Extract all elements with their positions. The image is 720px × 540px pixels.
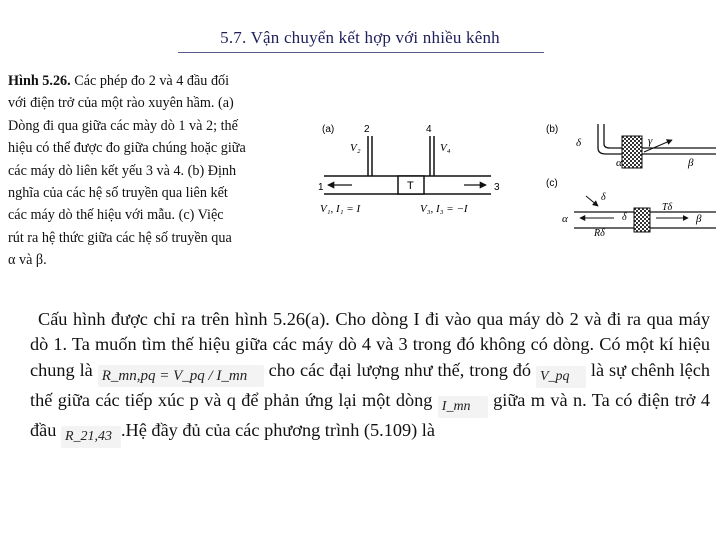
v4-label: V₄ — [440, 142, 451, 154]
symbol-delta: δ — [601, 192, 606, 203]
body-paragraph — [30, 307, 710, 448]
formula-r-21-43 — [61, 426, 121, 448]
caption-line: nghĩa của các hệ số truyền qua liên kết — [8, 185, 228, 202]
formula-i-mn — [438, 396, 488, 418]
page-title: 5.7. Vận chuyển kết hợp với nhiều kênh — [220, 28, 500, 47]
lead-wire — [598, 124, 716, 154]
caption-line: Các phép đo 2 và 4 đầu đối — [74, 73, 230, 89]
body-text-segment: cho các đại lượng như thế, trong đó — [263, 359, 536, 380]
figure-5-26 — [316, 118, 720, 236]
right-terminal-label: V₃, I₃ = −I — [420, 203, 468, 215]
lead-wire — [604, 124, 716, 148]
symbol-delta: δ — [576, 137, 582, 149]
panel-c-label: (c) — [546, 178, 558, 189]
caption-label: Hình 5.26. — [8, 73, 71, 89]
symbol-r-delta: Rδ — [594, 228, 605, 236]
formula-text: R_21,43 — [64, 428, 113, 444]
caption-line: các máy dò liên kết yếu 3 và 4. (b) Định — [8, 162, 237, 179]
barrier-label: T — [407, 180, 414, 192]
caption-line: rút ra hệ thức giữa các hệ số truyền qua — [8, 229, 232, 246]
formula-text: I_mn — [441, 398, 471, 414]
probe-label-4: 4 — [426, 124, 432, 135]
caption-line: với điện trở của một rào xuyên hầm. (a) — [8, 95, 234, 112]
panel-b-label: (b) — [546, 124, 559, 135]
probe-label-1: 1 — [318, 182, 324, 193]
probe-label-3: 3 — [494, 182, 500, 193]
symbol-delta: δ — [622, 212, 627, 223]
panel-a-label: (a) — [322, 124, 335, 135]
symbol-beta: β — [696, 213, 702, 225]
transmission-arrow — [586, 196, 598, 206]
body-text-segment: là sự chênh lệch thế giữa các tiếp xúc p và q để phản ứng lại một dòng — [30, 359, 710, 410]
caption-line: hiệu có thể được đo giữa chúng hoặc giữa — [8, 140, 246, 157]
barrier-hatched — [622, 136, 642, 168]
formula-v-pq — [536, 366, 586, 388]
v2-label: V₂ — [350, 142, 361, 154]
formula-text: V_pq — [539, 368, 570, 384]
caption-line: Dòng đi qua giữa các mày dò 1 và 2; thế — [8, 117, 238, 134]
title-underline — [178, 52, 544, 53]
caption-line: các máy dò thế hiệu với mẫu. (c) Việc — [8, 207, 224, 224]
body-text-segment: Cấu hình được chỉ ra trên hình 5.26(a). Cho dòng I đi vào qua máy dò 2 và đi ra qua máy dò 1. Ta muốn tìm thế hiệu giữa các máy dò 4 và 3 trong đó không có dòng. Có một kí hiệu chung là — [30, 309, 710, 380]
barrier-hatched — [634, 208, 650, 232]
body-text-segment: giữa m và n. Ta có điện trở 4 đầu — [30, 389, 710, 440]
probe-label-2: 2 — [364, 124, 370, 135]
symbol-alpha: α — [616, 157, 622, 169]
formula-text: R_mn,pq = V_pq / I_mn — [101, 367, 248, 384]
figure-caption — [8, 70, 313, 272]
symbol-gamma: γ — [648, 135, 653, 147]
formula-r-mn-pq — [98, 365, 264, 387]
body-text-segment: .Hệ đầy đủ của các phương trình (5.109) là — [120, 419, 435, 440]
symbol-beta: β — [688, 157, 694, 169]
caption-line: α và β. — [8, 252, 47, 269]
left-terminal-label: V₁, I₁ = I — [320, 203, 361, 215]
symbol-t-delta: Tδ — [662, 202, 673, 213]
symbol-alpha: α — [562, 213, 568, 225]
figure-diagram — [316, 118, 720, 236]
